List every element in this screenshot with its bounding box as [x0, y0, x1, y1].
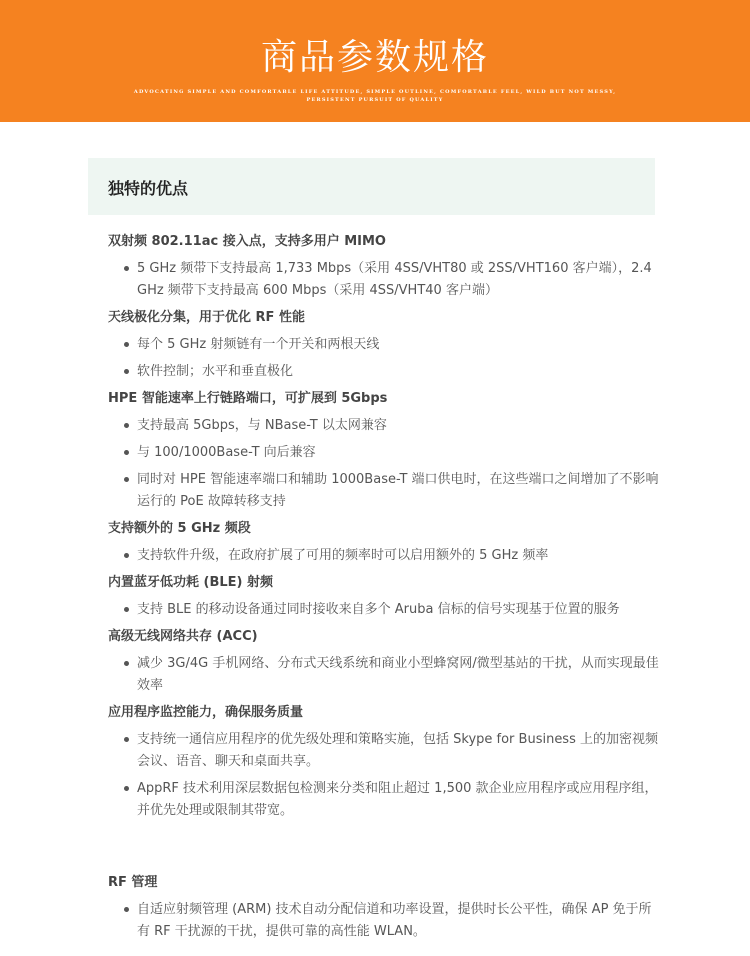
bullet-item: 支持软件升级，在政府扩展了可用的频率时可以启用额外的 5 GHz 频率: [108, 545, 660, 567]
section-header: [88, 158, 655, 215]
group-title: HPE 智能速率上行链路端口，可扩展到 5Gbps: [108, 391, 388, 406]
group-title: RF 管理: [108, 875, 158, 890]
spec-group: [108, 519, 660, 567]
page-title: 商品参数规格: [260, 37, 489, 78]
page-subtitle: ADVOCATING SIMPLE AND COMFORTABLE LIFE ATTITUDE, SIMPLE OUTLINE, COMFORTABLE FEEL, WILD BUT NOT MESSY, PERSISTENT PURSUIT OF QUALITY: [133, 89, 617, 103]
spacer: [108, 827, 660, 867]
bullet-list: [108, 729, 660, 822]
bullet-item: 减少 3G/4G 手机网络、分布式天线系统和商业小型蜂窝网/微型基站的干扰，从而实现最佳效率: [108, 653, 660, 697]
bullet-list: [108, 653, 660, 697]
group-title: 双射频 802.11ac 接入点，支持多用户 MIMO: [108, 234, 386, 249]
bullet-item: 支持统一通信应用程序的优先级处理和策略实施，包括 Skype for Business 上的加密视频会议、语音、聊天和桌面共享。: [108, 729, 660, 773]
bullet-list: [108, 899, 660, 943]
spec-group: [108, 308, 660, 383]
group-title: 天线极化分集，用于优化 RF 性能: [108, 310, 305, 325]
spec-group: [108, 389, 660, 513]
bullet-item: 自适应射频管理 (ARM) 技术自动分配信道和功率设置，提供时长公平性，确保 AP 免于所有 RF 干扰源的干扰，提供可靠的高性能 WLAN。: [108, 899, 660, 943]
bullet-item: 5 GHz 频带下支持最高 1,733 Mbps（采用 4SS/VHT80 或 2SS/VHT160 客户端），2.4 GHz 频带下支持最高 600 Mbps（采用 4SS/VHT40 客户端）: [108, 258, 660, 302]
bullet-item: AppRF 技术利用深层数据包检测来分类和阻止超过 1,500 款企业应用程序或应用程序组，并优先处理或限制其带宽。: [108, 778, 660, 822]
bullet-list: [108, 545, 660, 567]
group-title: 支持额外的 5 GHz 频段: [108, 521, 251, 536]
bullet-item: 与 100/1000Base-T 向后兼容: [108, 442, 660, 464]
group-title: 内置蓝牙低功耗 (BLE) 射频: [108, 575, 274, 590]
bullet-item: 支持 BLE 的移动设备通过同时接收来自多个 Aruba 信标的信号实现基于位置的服务: [108, 599, 660, 621]
header-banner: [0, 0, 750, 122]
spec-group: [108, 873, 660, 943]
bullet-item: 同时对 HPE 智能速率端口和辅助 1000Base-T 端口供电时，在这些端口之间增加了不影响运行的 PoE 故障转移支持: [108, 469, 660, 513]
spec-group: [108, 703, 660, 822]
bullet-list: [108, 599, 660, 621]
bullet-list: [108, 334, 660, 383]
section-title: 独特的优点: [108, 179, 189, 198]
group-title: 高级无线网络共存 (ACC): [108, 629, 258, 644]
bullet-item: 支持最高 5Gbps，与 NBase-T 以太网兼容: [108, 415, 660, 437]
spec-group: [108, 627, 660, 697]
bullet-list: [108, 415, 660, 513]
bullet-item: 软件控制；水平和垂直极化: [108, 361, 660, 383]
group-title: 应用程序监控能力，确保服务质量: [108, 705, 304, 720]
spec-group: [108, 232, 660, 302]
bullet-list: [108, 258, 660, 302]
spec-content: [108, 226, 660, 948]
spec-group: [108, 573, 660, 621]
bullet-item: 每个 5 GHz 射频链有一个开关和两根天线: [108, 334, 660, 356]
